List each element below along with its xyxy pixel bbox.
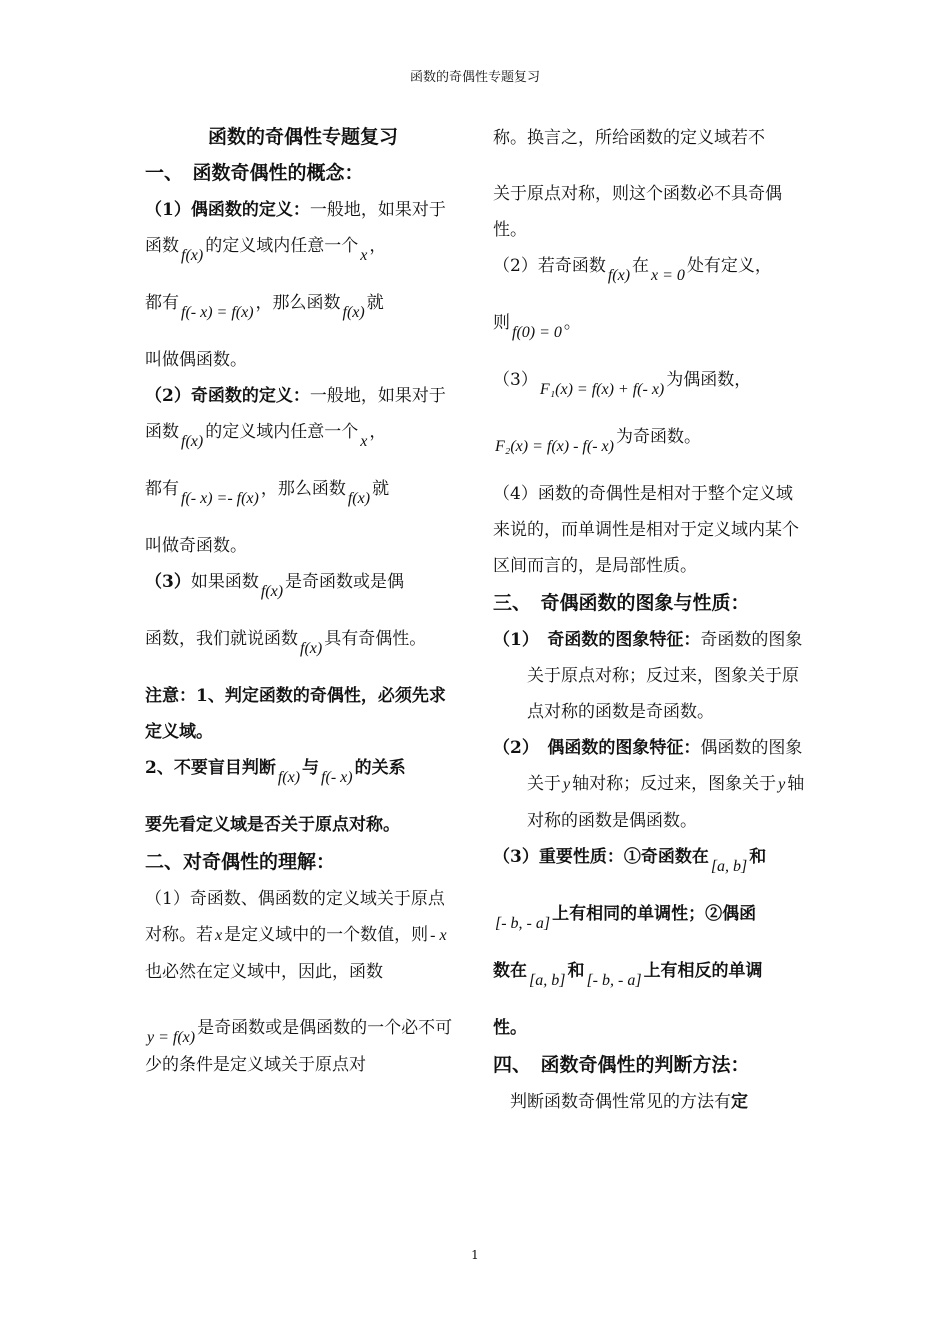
section-3-heading: 三、 奇偶函数的图象与性质： xyxy=(493,592,750,614)
text: 都有 xyxy=(145,293,179,313)
text: 一般地，如果对于函数 xyxy=(145,200,446,256)
key-property-end: 性。 xyxy=(493,1018,527,1038)
math-x: x xyxy=(360,433,368,450)
text: 也必然在定义域中，因此，函数 xyxy=(145,962,383,982)
text: （1） 奇函数的图象特征： xyxy=(493,630,701,650)
math-fx: f(x) xyxy=(181,247,204,264)
math-fx: f(x) xyxy=(260,583,284,600)
text: 的关系 xyxy=(354,758,406,778)
text: 的定义域内任意一个 xyxy=(205,236,359,256)
math-ab: [a, b] xyxy=(710,858,748,875)
text: ， xyxy=(369,422,387,442)
section-1-heading: 一、 函数奇偶性的概念： xyxy=(145,162,364,184)
judge-method xyxy=(493,1084,809,1120)
text: 定 xyxy=(731,1092,748,1112)
math-y: y xyxy=(778,776,786,793)
note-2-end: 要先看定义域是否关于原点对称。 xyxy=(145,815,400,835)
left-column xyxy=(145,120,461,1083)
text: （3） xyxy=(145,572,191,592)
text: 判断函数奇偶性常见的方法有 xyxy=(493,1092,731,1112)
text: （1）奇函数、偶函数的定义域关于原点对称。若 xyxy=(145,889,445,945)
section-2-heading: 二、对奇偶性的理解： xyxy=(145,851,336,873)
understand-2 xyxy=(493,248,809,285)
text: 在 xyxy=(632,256,650,276)
math-even-eq: f(- x) = f(x) xyxy=(181,304,254,321)
text: 。 xyxy=(563,313,581,333)
page-header: 函数的奇偶性专题复习 xyxy=(409,70,540,85)
math-F2: F₂(x) = f(x) - f(- x) xyxy=(495,438,614,455)
text: ，那么函数 xyxy=(260,479,346,499)
understand-3-cont xyxy=(493,419,809,456)
text: 是定义域中的一个数值，则 xyxy=(224,925,429,945)
text: 和 xyxy=(749,847,767,867)
math-fx: f(x) xyxy=(342,304,365,321)
even-def-cont xyxy=(145,285,461,322)
text: 的定义域内任意一个 xyxy=(205,422,359,442)
math-x: x xyxy=(215,927,223,944)
math-ab: [a, b] xyxy=(529,972,566,989)
text: （2） 偶函数的图象特征： xyxy=(493,738,701,758)
text: 具有奇偶性。 xyxy=(324,629,427,649)
text: ，那么函数 xyxy=(255,293,341,313)
math-yfx: y = f(x) xyxy=(147,1029,196,1046)
text: （3）重要性质：①奇函数在 xyxy=(493,847,709,867)
text: 就 xyxy=(372,479,390,499)
math-F1: F₁(x) = f(x) + f(- x) xyxy=(539,381,665,398)
math-x0: x = 0 xyxy=(651,267,685,284)
understand-1-tail2: 关于原点对称，则这个函数必不具奇偶性。 xyxy=(493,184,782,240)
text: 为奇函数。 xyxy=(615,427,701,447)
text: 是奇函数或是偶函数的一个必不可少的条件是定义域关于原点对 xyxy=(145,1018,453,1075)
even-def-end: 叫做偶函数。 xyxy=(145,350,247,370)
understand-3 xyxy=(493,362,809,399)
even-def-label: （1）偶函数的定义： xyxy=(145,200,310,220)
text: 为偶函数， xyxy=(666,370,752,390)
text: 上有相反的单调 xyxy=(643,961,763,981)
text: 偶函数的图象关于 xyxy=(527,738,803,794)
odd-def-end: 叫做奇函数。 xyxy=(145,536,247,556)
math-x: x xyxy=(360,247,368,264)
text: 轴对称；反过来，图象关于 xyxy=(572,774,777,794)
text: 就 xyxy=(366,293,384,313)
understand-1-cont xyxy=(145,1010,461,1083)
math-fx: f(x) xyxy=(607,267,631,284)
odd-graph-feature xyxy=(493,622,809,730)
odd-def xyxy=(145,378,461,451)
even-def xyxy=(145,192,461,265)
parity-def xyxy=(145,564,461,601)
math-nbna: [- b, - a] xyxy=(495,915,551,932)
text: 是奇函数或是偶 xyxy=(285,572,405,592)
math-fx: f(x) xyxy=(277,769,301,786)
section-4-heading: 四、 函数奇偶性的判断方法： xyxy=(493,1054,750,1076)
math-odd-eq: f(- x) =- f(x) xyxy=(181,490,259,507)
math-y: y xyxy=(563,776,571,793)
math-nbna: [- b, - a] xyxy=(586,972,642,989)
text: 与 xyxy=(302,758,320,778)
text: （2）若奇函数 xyxy=(493,256,606,276)
text: 2、不要盲目判断 xyxy=(145,758,276,778)
parity-def-cont xyxy=(145,621,461,658)
text: （3） xyxy=(493,370,538,390)
text: 处有定义， xyxy=(686,256,772,276)
math-negx: - x xyxy=(430,927,447,944)
text: 如果函数 xyxy=(190,572,259,592)
math-fnx: f(- x) xyxy=(321,769,353,786)
understand-2-cont xyxy=(493,305,809,342)
text: 奇函数的图象关于原点对称；反过来，图象关于原点对称的函数是奇函数。 xyxy=(527,630,803,722)
math-fx: f(x) xyxy=(300,640,323,657)
text: 则 xyxy=(493,313,510,333)
note-2 xyxy=(145,750,461,787)
math-fx: f(x) xyxy=(181,433,204,450)
text: 和 xyxy=(567,961,585,981)
right-column xyxy=(493,120,809,1120)
text: ， xyxy=(369,236,387,256)
page-number: 1 xyxy=(471,1248,479,1262)
text: 上有相同的单调性；②偶函 xyxy=(552,904,757,924)
note-1: 注意：1、判定函数的奇偶性，必须先求定义域。 xyxy=(145,686,446,742)
odd-def-cont xyxy=(145,471,461,508)
math-fx: f(x) xyxy=(347,490,371,507)
understand-4: （4）函数的奇偶性是相对于整个定义域来说的，而单调性是相对于定义域内某个区间而言的，是局部性质。 xyxy=(493,484,799,576)
odd-def-label: （2）奇函数的定义： xyxy=(145,386,310,406)
understand-1 xyxy=(145,881,461,990)
doc-title: 函数的奇偶性专题复习 xyxy=(207,126,398,148)
text: 一般地，如果对于函数 xyxy=(145,386,446,442)
text: 函数，我们就说函数 xyxy=(145,629,298,649)
key-property-cont xyxy=(493,896,809,933)
text: 数在 xyxy=(493,961,527,981)
even-graph-feature xyxy=(493,730,809,839)
math-f0: f(0) = 0 xyxy=(512,324,562,341)
understand-1-tail: 称。换言之，所给函数的定义域若不 xyxy=(493,128,765,148)
text: 都有 xyxy=(145,479,179,499)
text: 轴对称的函数是偶函数。 xyxy=(527,774,805,831)
key-property xyxy=(493,839,809,876)
key-property-cont2 xyxy=(493,953,809,990)
